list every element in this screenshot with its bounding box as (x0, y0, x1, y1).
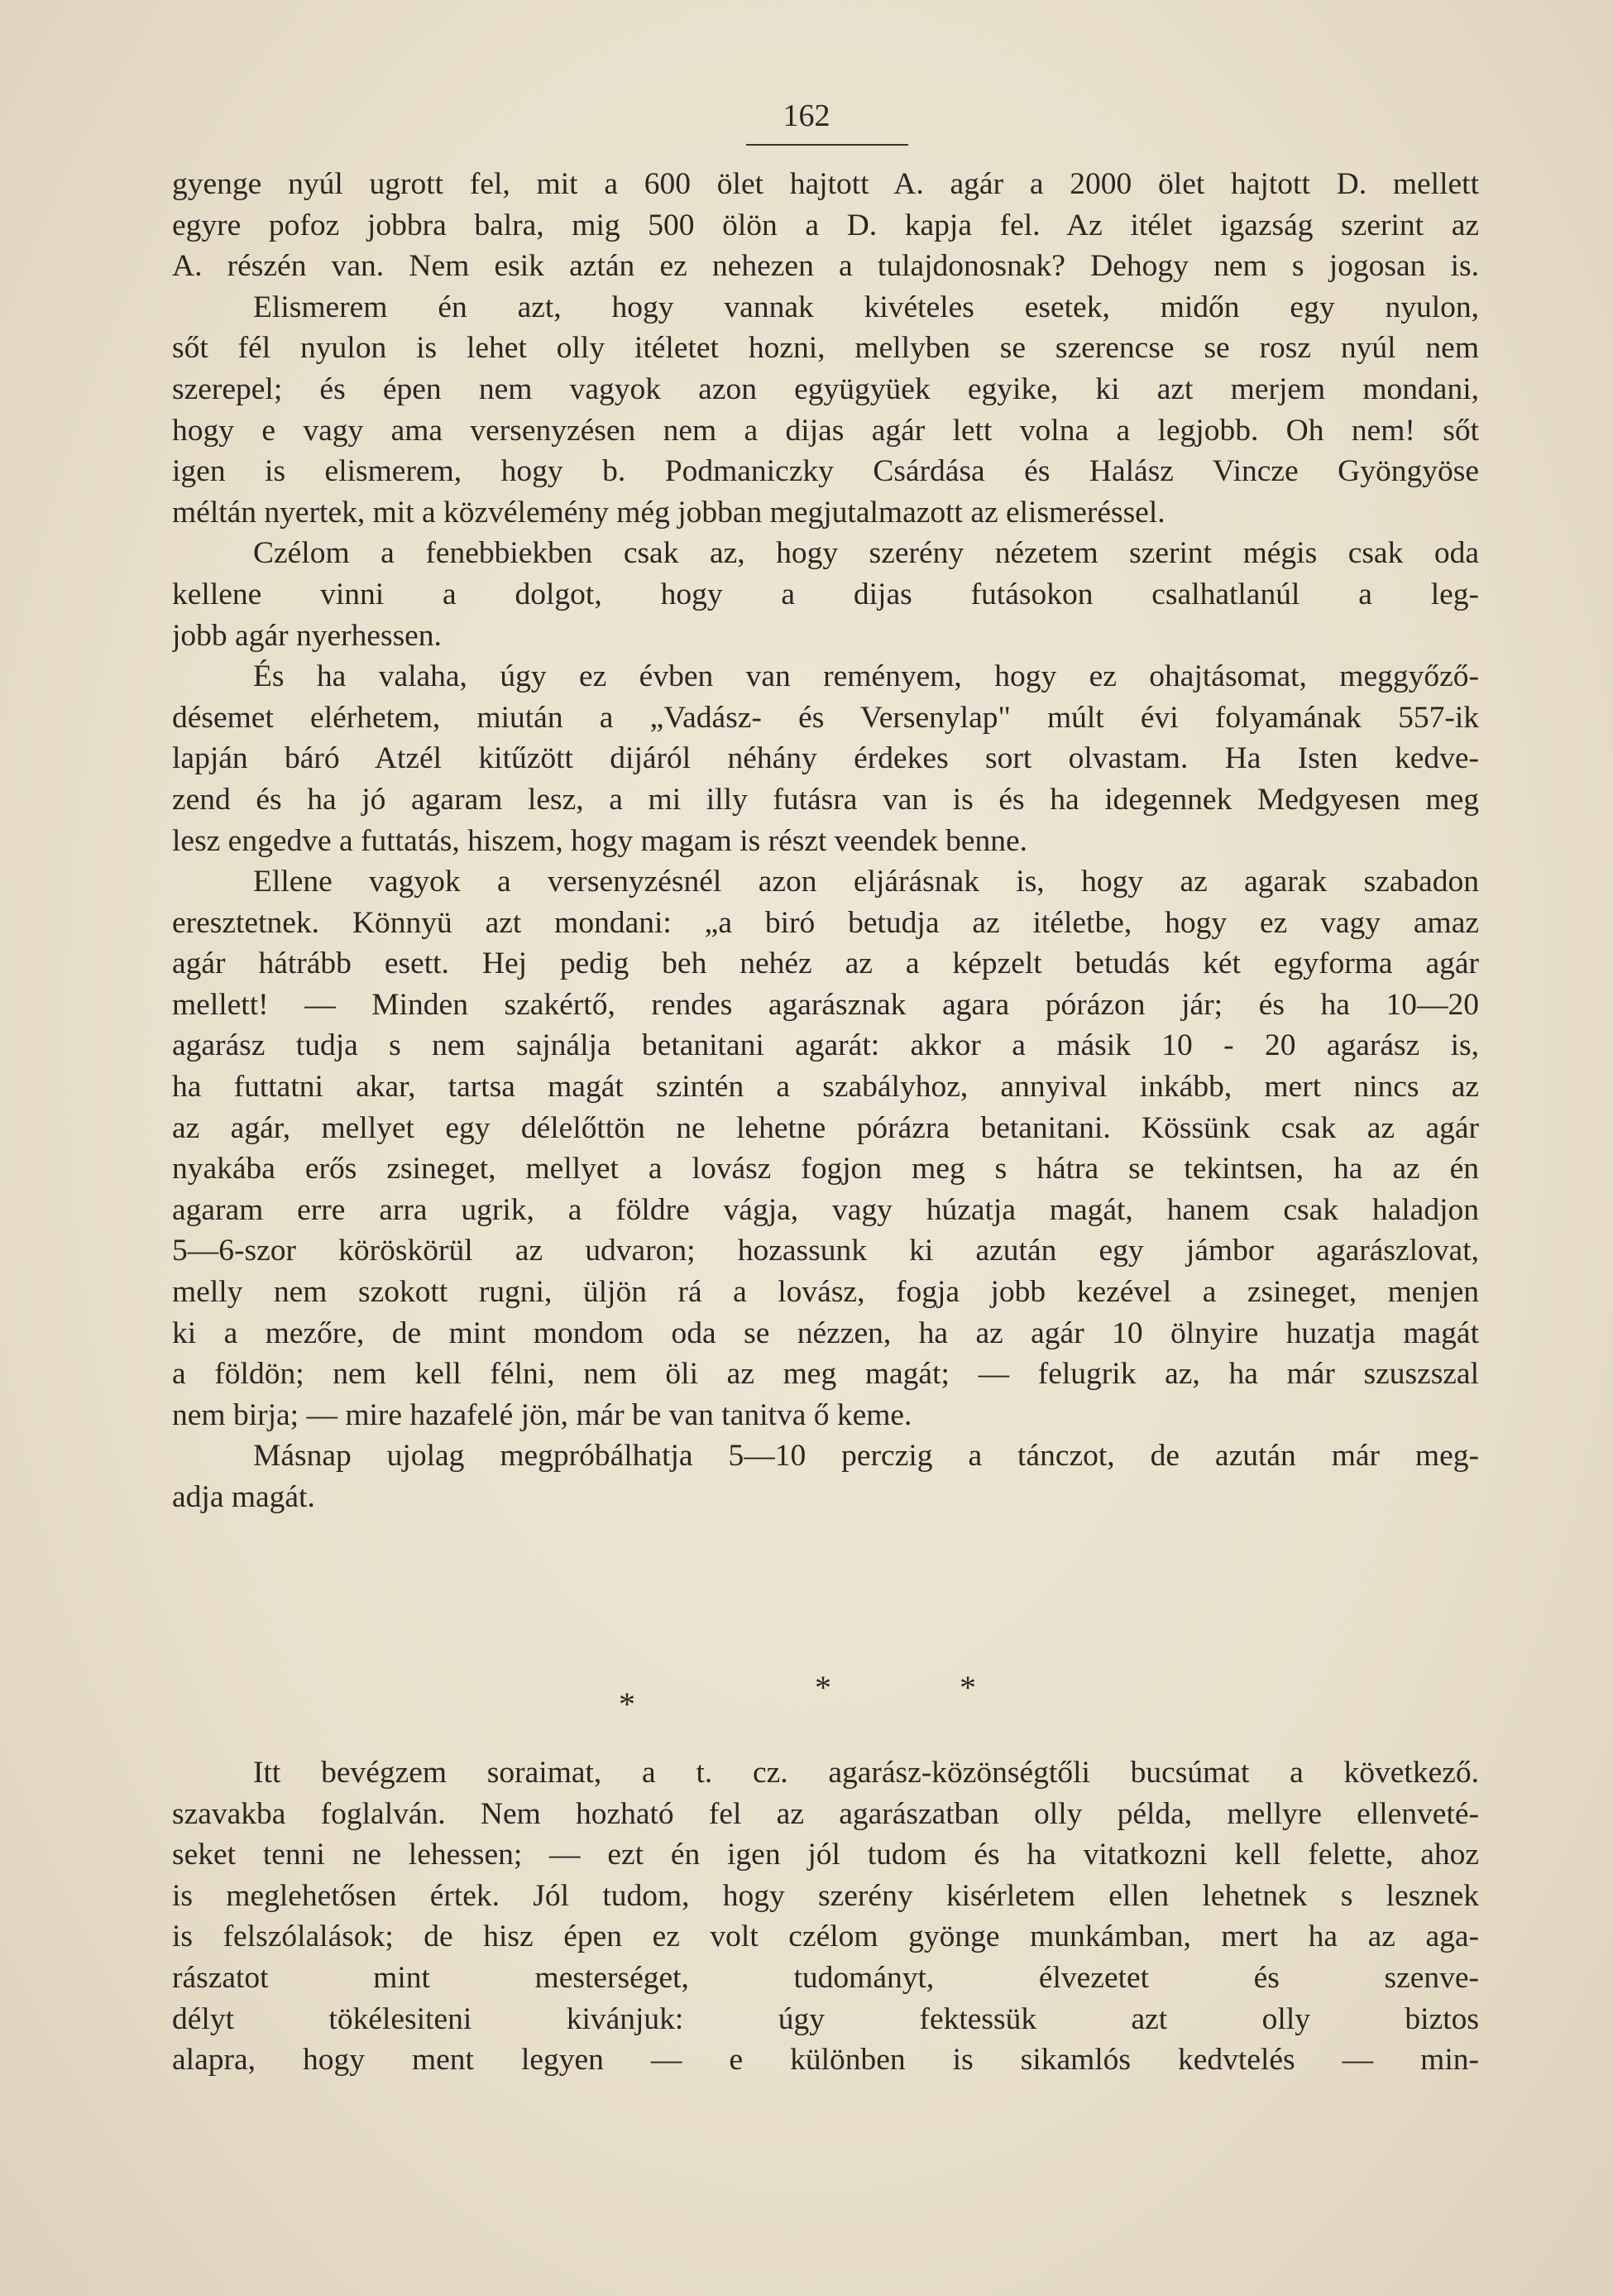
text-line: igen is elismerem, hogy b. Podmaniczky Csárdása és Halász Vincze Gyöngyöse (172, 454, 1479, 489)
text-line: ha futtatni akar, tartsa magát szintén a szabályhoz, annyival inkább, mert nincs az (172, 1070, 1479, 1105)
text-block-closing (172, 1752, 1479, 2081)
page-number-rule (746, 144, 908, 146)
text-line: Elismerem én azt, hogy vannak kivételes esetek, midőn egy nyulon, (253, 290, 1479, 324)
text-line: gyenge nyúl ugrott fel, mit a 600 ölet hajtott A. agár a 2000 ölet hajtott D. mellett (172, 167, 1479, 201)
text-line: lapján báró Atzél kitűzött dijáról néhány érdekes sort olvastam. Ha Isten kedve- (172, 741, 1479, 776)
text-line: lesz engedve a futtatás, hiszem, hogy magam is részt veendek benne. (172, 823, 1027, 858)
page-number: 162 (783, 98, 830, 133)
text-line: désemet elérhetem, miután a „Vadász- és Versenylap" múlt évi folyamának 557-ik (172, 700, 1479, 735)
text-line: is meglehetősen értek. Jól tudom, hogy szerény kisérletem ellen lehetnek s lesznek (172, 1878, 1479, 1913)
text-line: szerepel; és épen nem vagyok azon együgyüek egyike, ki azt merjem mondani, (172, 371, 1479, 406)
separator-star: * (960, 1669, 976, 1706)
text-line: agaram erre arra ugrik, a földre vágja, vagy húzatja magát, hanem csak haladjon (172, 1192, 1479, 1227)
text-line: mellett! — Minden szakértő, rendes agarásznak agara pórázon jár; és ha 10—20 (172, 987, 1479, 1022)
text-line: kellene vinni a dolgot, hogy a dijas futásokon csalhatlanúl a leg- (172, 577, 1479, 611)
text-line: egyre pofoz jobbra balra, mig 500 ölön a D. kapja fel. Az itélet igazság szerint az (172, 208, 1479, 242)
text-line: És ha valaha, úgy ez évben van reményem, hogy ez ohajtásomat, meggyőző- (253, 659, 1479, 694)
text-line: melly nem szokott rugni, üljön rá a lovász, fogja jobb kezével a zsineget, menjen (172, 1275, 1479, 1310)
text-line: eresztetnek. Könnyü azt mondani: „a biró betudja az itéletbe, hogy ez vagy amaz (172, 905, 1479, 940)
text-line: Másnap ujolag megpróbálhatja 5—10 perczig a tánczot, de azután már meg- (253, 1439, 1479, 1474)
text-line: ki a mezőre, de mint mondom oda se nézzen, ha az agár 10 ölnyire huzatja magát (172, 1316, 1479, 1350)
text-line: 5—6-szor köröskörül az udvaron; hozassunk ki azután egy jámbor agarászlovat, (172, 1234, 1479, 1268)
text-line: nyakába erős zsineget, mellyet a lovász fogjon meg s hátra se tekintsen, ha az én (172, 1152, 1479, 1186)
text-block-main (172, 164, 1479, 1518)
text-line: adja magát. (172, 1480, 315, 1514)
text-line: Czélom a fenebbiekben csak az, hogy szerény nézetem szerint mégis csak oda (253, 536, 1479, 571)
text-line: agár hátrább esett. Hej pedig beh nehéz az a képzelt betudás két egyforma agár (172, 947, 1479, 981)
text-line: zend és ha jó agaram lesz, a mi illy futásra van is és ha idegennek Medgyesen meg (172, 782, 1479, 817)
text-line: a földön; nem kell félni, nem öli az meg magát; — felugrik az, ha már szuszszal (172, 1357, 1479, 1392)
text-line: szavakba foglalván. Nem hozható fel az agarászatban olly példa, mellyre ellenveté- (172, 1796, 1479, 1831)
text-line: hogy e vagy ama versenyzésen nem a dijas agár lett volna a legjobb. Oh nem! sőt (172, 413, 1479, 448)
text-line: seket tenni ne lehessen; — ezt én igen jól tudom és ha vitatkozni kell felette, ahoz (172, 1838, 1479, 1872)
text-line: az agár, mellyet egy délelőttön ne lehetne pórázra betanitani. Kössünk csak az agár (172, 1110, 1479, 1145)
separator-star: * (815, 1669, 831, 1706)
text-line: Itt bevégzem soraimat, a t. cz. agarász-közönségtőli bucsúmat a következő. (253, 1756, 1479, 1790)
text-line: méltán nyertek, mit a közvélemény még jobban megjutalmazott az elismeréssel. (172, 495, 1165, 530)
text-line: Ellene vagyok a versenyzésnél azon eljárásnak is, hogy az agarak szabadon (253, 865, 1479, 899)
text-line: sőt fél nyulon is lehet olly itéletet hozni, mellyben se szerencse se rosz nyúl nem (172, 331, 1479, 366)
text-line: is felszólalások; de hisz épen ez volt czélom gyönge munkámban, mert ha az aga- (172, 1920, 1479, 1954)
text-line: alapra, hogy ment legyen — e különben is sikamlós kedvtelés — min- (172, 2043, 1479, 2078)
text-line: agarász tudja s nem sajnálja betanitani agarát: akkor a másik 10 - 20 agarász is, (172, 1028, 1479, 1063)
section-separator (0, 1668, 1613, 1742)
text-line: délyt tökélesiteni kivánjuk: úgy fektessük azt olly biztos (172, 2001, 1479, 2036)
separator-star: * (619, 1685, 635, 1723)
text-line: rászatot mint mesterséget, tudományt, élvezetet és szenve- (172, 1960, 1479, 1995)
text-line: jobb agár nyerhessen. (172, 618, 442, 653)
text-line: A. részén van. Nem esik aztán ez nehezen a tulajdonosnak? Dehogy nem s jogosan is. (172, 249, 1479, 284)
text-line: nem birja; — mire hazafelé jön, már be van tanitva ő keme. (172, 1397, 912, 1432)
